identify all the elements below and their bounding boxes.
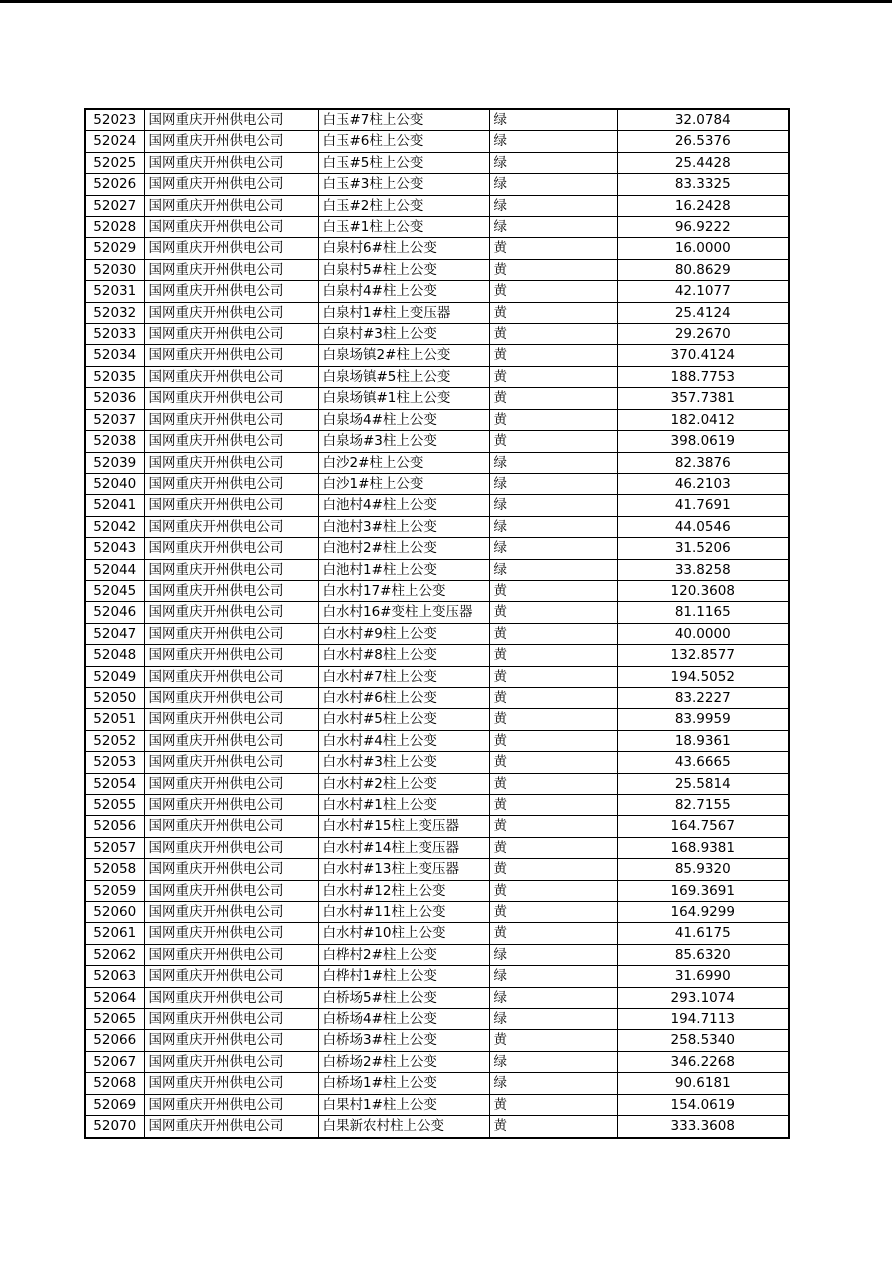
table-row xyxy=(85,131,789,152)
cell-status-color: 绿 xyxy=(489,1009,617,1030)
table-row xyxy=(85,1051,789,1072)
cell-company-name: 国网重庆开州供电公司 xyxy=(144,1009,318,1030)
table-row xyxy=(85,923,789,944)
cell-device-name: 白桥场4#柱上公变 xyxy=(318,1009,489,1030)
cell-company-name: 国网重庆开州供电公司 xyxy=(144,902,318,923)
cell-company-name: 国网重庆开州供电公司 xyxy=(144,773,318,794)
cell-company-name: 国网重庆开州供电公司 xyxy=(144,452,318,473)
cell-serial-number: 52048 xyxy=(85,645,144,666)
cell-value: 154.0619 xyxy=(617,1094,789,1115)
table-row xyxy=(85,174,789,195)
cell-company-name: 国网重庆开州供电公司 xyxy=(144,859,318,880)
table-row xyxy=(85,1030,789,1051)
cell-value: 26.5376 xyxy=(617,131,789,152)
cell-serial-number: 52064 xyxy=(85,987,144,1008)
cell-status-color: 黄 xyxy=(489,409,617,430)
cell-serial-number: 52032 xyxy=(85,302,144,323)
cell-value: 29.2670 xyxy=(617,324,789,345)
data-table xyxy=(84,108,790,1139)
table-row xyxy=(85,1009,789,1030)
table-row xyxy=(85,902,789,923)
cell-device-name: 白水村#2柱上公变 xyxy=(318,773,489,794)
cell-serial-number: 52030 xyxy=(85,259,144,280)
cell-device-name: 白水村#15柱上变压器 xyxy=(318,816,489,837)
cell-serial-number: 52033 xyxy=(85,324,144,345)
cell-value: 370.4124 xyxy=(617,345,789,366)
cell-company-name: 国网重庆开州供电公司 xyxy=(144,559,318,580)
cell-status-color: 绿 xyxy=(489,473,617,494)
cell-device-name: 白水村17#柱上公变 xyxy=(318,580,489,601)
table-row xyxy=(85,580,789,601)
cell-value: 32.0784 xyxy=(617,109,789,131)
cell-status-color: 黄 xyxy=(489,902,617,923)
cell-company-name: 国网重庆开州供电公司 xyxy=(144,516,318,537)
cell-serial-number: 52024 xyxy=(85,131,144,152)
cell-company-name: 国网重庆开州供电公司 xyxy=(144,324,318,345)
cell-device-name: 白玉#1柱上公变 xyxy=(318,217,489,238)
cell-serial-number: 52057 xyxy=(85,837,144,858)
cell-device-name: 白泉村4#柱上公变 xyxy=(318,281,489,302)
cell-status-color: 黄 xyxy=(489,366,617,387)
cell-company-name: 国网重庆开州供电公司 xyxy=(144,837,318,858)
cell-serial-number: 52070 xyxy=(85,1116,144,1138)
cell-serial-number: 52055 xyxy=(85,795,144,816)
table-row xyxy=(85,259,789,280)
cell-company-name: 国网重庆开州供电公司 xyxy=(144,709,318,730)
table-row xyxy=(85,752,789,773)
cell-status-color: 绿 xyxy=(489,452,617,473)
cell-device-name: 白果村1#柱上公变 xyxy=(318,1094,489,1115)
cell-device-name: 白泉村1#柱上变压器 xyxy=(318,302,489,323)
cell-device-name: 白水村#1柱上公变 xyxy=(318,795,489,816)
cell-serial-number: 52040 xyxy=(85,473,144,494)
cell-value: 31.5206 xyxy=(617,538,789,559)
cell-device-name: 白水村#9柱上公变 xyxy=(318,623,489,644)
cell-device-name: 白水村#7柱上公变 xyxy=(318,666,489,687)
cell-device-name: 白果新农村柱上公变 xyxy=(318,1116,489,1138)
cell-device-name: 白水村#14柱上变压器 xyxy=(318,837,489,858)
cell-status-color: 黄 xyxy=(489,752,617,773)
cell-value: 357.7381 xyxy=(617,388,789,409)
cell-company-name: 国网重庆开州供电公司 xyxy=(144,816,318,837)
cell-status-color: 绿 xyxy=(489,131,617,152)
cell-device-name: 白池村1#柱上公变 xyxy=(318,559,489,580)
cell-value: 164.9299 xyxy=(617,902,789,923)
cell-value: 33.8258 xyxy=(617,559,789,580)
cell-value: 25.4124 xyxy=(617,302,789,323)
cell-status-color: 黄 xyxy=(489,238,617,259)
table-row xyxy=(85,302,789,323)
table-row xyxy=(85,217,789,238)
cell-value: 18.9361 xyxy=(617,730,789,751)
cell-value: 16.0000 xyxy=(617,238,789,259)
table-row xyxy=(85,709,789,730)
cell-company-name: 国网重庆开州供电公司 xyxy=(144,1073,318,1094)
table-row xyxy=(85,452,789,473)
table-row xyxy=(85,730,789,751)
cell-company-name: 国网重庆开州供电公司 xyxy=(144,495,318,516)
cell-company-name: 国网重庆开州供电公司 xyxy=(144,259,318,280)
cell-value: 85.6320 xyxy=(617,944,789,965)
cell-value: 83.2227 xyxy=(617,687,789,708)
cell-company-name: 国网重庆开州供电公司 xyxy=(144,645,318,666)
cell-device-name: 白水村#10柱上公变 xyxy=(318,923,489,944)
cell-device-name: 白泉村#3柱上公变 xyxy=(318,324,489,345)
cell-value: 80.8629 xyxy=(617,259,789,280)
cell-device-name: 白水村#6柱上公变 xyxy=(318,687,489,708)
table-row xyxy=(85,966,789,987)
table-row xyxy=(85,944,789,965)
table-row xyxy=(85,431,789,452)
cell-company-name: 国网重庆开州供电公司 xyxy=(144,217,318,238)
cell-serial-number: 52059 xyxy=(85,880,144,901)
cell-company-name: 国网重庆开州供电公司 xyxy=(144,473,318,494)
table-body xyxy=(85,109,789,1138)
cell-value: 90.6181 xyxy=(617,1073,789,1094)
cell-company-name: 国网重庆开州供电公司 xyxy=(144,580,318,601)
cell-serial-number: 52050 xyxy=(85,687,144,708)
cell-serial-number: 52060 xyxy=(85,902,144,923)
cell-serial-number: 52063 xyxy=(85,966,144,987)
cell-status-color: 绿 xyxy=(489,966,617,987)
cell-value: 41.7691 xyxy=(617,495,789,516)
cell-value: 182.0412 xyxy=(617,409,789,430)
cell-company-name: 国网重庆开州供电公司 xyxy=(144,795,318,816)
cell-value: 132.8577 xyxy=(617,645,789,666)
cell-value: 168.9381 xyxy=(617,837,789,858)
table-row xyxy=(85,987,789,1008)
cell-value: 164.7567 xyxy=(617,816,789,837)
cell-company-name: 国网重庆开州供电公司 xyxy=(144,345,318,366)
cell-device-name: 白泉场镇2#柱上公变 xyxy=(318,345,489,366)
cell-status-color: 绿 xyxy=(489,559,617,580)
cell-serial-number: 52045 xyxy=(85,580,144,601)
cell-company-name: 国网重庆开州供电公司 xyxy=(144,666,318,687)
cell-serial-number: 52052 xyxy=(85,730,144,751)
cell-status-color: 黄 xyxy=(489,602,617,623)
cell-company-name: 国网重庆开州供电公司 xyxy=(144,195,318,216)
cell-value: 83.9959 xyxy=(617,709,789,730)
table-row xyxy=(85,837,789,858)
cell-company-name: 国网重庆开州供电公司 xyxy=(144,131,318,152)
cell-serial-number: 52031 xyxy=(85,281,144,302)
cell-device-name: 白玉#2柱上公变 xyxy=(318,195,489,216)
table-row xyxy=(85,1094,789,1115)
cell-status-color: 黄 xyxy=(489,666,617,687)
cell-value: 81.1165 xyxy=(617,602,789,623)
cell-value: 42.1077 xyxy=(617,281,789,302)
table-row xyxy=(85,195,789,216)
cell-device-name: 白玉#3柱上公变 xyxy=(318,174,489,195)
cell-status-color: 绿 xyxy=(489,538,617,559)
cell-company-name: 国网重庆开州供电公司 xyxy=(144,388,318,409)
cell-device-name: 白泉场镇#1柱上公变 xyxy=(318,388,489,409)
cell-company-name: 国网重庆开州供电公司 xyxy=(144,366,318,387)
cell-status-color: 黄 xyxy=(489,281,617,302)
table-row xyxy=(85,859,789,880)
cell-value: 40.0000 xyxy=(617,623,789,644)
cell-company-name: 国网重庆开州供电公司 xyxy=(144,987,318,1008)
cell-value: 25.5814 xyxy=(617,773,789,794)
cell-device-name: 白泉村6#柱上公变 xyxy=(318,238,489,259)
cell-serial-number: 52066 xyxy=(85,1030,144,1051)
cell-device-name: 白水村16#变柱上变压器 xyxy=(318,602,489,623)
cell-serial-number: 52023 xyxy=(85,109,144,131)
cell-device-name: 白桥场1#柱上公变 xyxy=(318,1073,489,1094)
cell-serial-number: 52038 xyxy=(85,431,144,452)
cell-serial-number: 52035 xyxy=(85,366,144,387)
cell-status-color: 绿 xyxy=(489,987,617,1008)
cell-company-name: 国网重庆开州供电公司 xyxy=(144,1094,318,1115)
cell-company-name: 国网重庆开州供电公司 xyxy=(144,152,318,173)
cell-company-name: 国网重庆开州供电公司 xyxy=(144,538,318,559)
cell-company-name: 国网重庆开州供电公司 xyxy=(144,752,318,773)
cell-value: 16.2428 xyxy=(617,195,789,216)
cell-status-color: 黄 xyxy=(489,773,617,794)
cell-value: 46.2103 xyxy=(617,473,789,494)
cell-serial-number: 52051 xyxy=(85,709,144,730)
cell-serial-number: 52029 xyxy=(85,238,144,259)
cell-serial-number: 52054 xyxy=(85,773,144,794)
cell-status-color: 黄 xyxy=(489,345,617,366)
cell-company-name: 国网重庆开州供电公司 xyxy=(144,730,318,751)
cell-company-name: 国网重庆开州供电公司 xyxy=(144,623,318,644)
cell-status-color: 黄 xyxy=(489,645,617,666)
cell-value: 169.3691 xyxy=(617,880,789,901)
table-row xyxy=(85,880,789,901)
cell-device-name: 白水村#5柱上公变 xyxy=(318,709,489,730)
table-row xyxy=(85,409,789,430)
table-row xyxy=(85,1073,789,1094)
cell-status-color: 绿 xyxy=(489,1051,617,1072)
table-row xyxy=(85,109,789,131)
table-row xyxy=(85,281,789,302)
cell-status-color: 黄 xyxy=(489,259,617,280)
cell-company-name: 国网重庆开州供电公司 xyxy=(144,1030,318,1051)
table-row xyxy=(85,388,789,409)
cell-value: 82.7155 xyxy=(617,795,789,816)
table-row xyxy=(85,795,789,816)
cell-value: 82.3876 xyxy=(617,452,789,473)
cell-device-name: 白桦村2#柱上公变 xyxy=(318,944,489,965)
table-row xyxy=(85,559,789,580)
table-row xyxy=(85,538,789,559)
cell-company-name: 国网重庆开州供电公司 xyxy=(144,281,318,302)
cell-status-color: 黄 xyxy=(489,816,617,837)
table-row xyxy=(85,495,789,516)
cell-company-name: 国网重庆开州供电公司 xyxy=(144,431,318,452)
cell-device-name: 白池村4#柱上公变 xyxy=(318,495,489,516)
cell-status-color: 黄 xyxy=(489,1094,617,1115)
cell-device-name: 白玉#7柱上公变 xyxy=(318,109,489,131)
cell-company-name: 国网重庆开州供电公司 xyxy=(144,302,318,323)
cell-value: 293.1074 xyxy=(617,987,789,1008)
cell-status-color: 绿 xyxy=(489,944,617,965)
cell-value: 188.7753 xyxy=(617,366,789,387)
cell-status-color: 黄 xyxy=(489,388,617,409)
cell-serial-number: 52044 xyxy=(85,559,144,580)
cell-device-name: 白水村#4柱上公变 xyxy=(318,730,489,751)
cell-company-name: 国网重庆开州供电公司 xyxy=(144,1116,318,1138)
cell-device-name: 白水村#8柱上公变 xyxy=(318,645,489,666)
cell-status-color: 黄 xyxy=(489,687,617,708)
table-row xyxy=(85,366,789,387)
cell-serial-number: 52068 xyxy=(85,1073,144,1094)
cell-value: 346.2268 xyxy=(617,1051,789,1072)
cell-value: 333.3608 xyxy=(617,1116,789,1138)
cell-value: 85.9320 xyxy=(617,859,789,880)
cell-company-name: 国网重庆开州供电公司 xyxy=(144,409,318,430)
cell-serial-number: 52025 xyxy=(85,152,144,173)
cell-status-color: 黄 xyxy=(489,623,617,644)
cell-company-name: 国网重庆开州供电公司 xyxy=(144,944,318,965)
cell-serial-number: 52034 xyxy=(85,345,144,366)
cell-serial-number: 52027 xyxy=(85,195,144,216)
page-top-border xyxy=(0,0,892,3)
cell-value: 83.3325 xyxy=(617,174,789,195)
cell-device-name: 白水村#12柱上公变 xyxy=(318,880,489,901)
cell-status-color: 绿 xyxy=(489,152,617,173)
cell-status-color: 绿 xyxy=(489,174,617,195)
cell-device-name: 白玉#6柱上公变 xyxy=(318,131,489,152)
cell-serial-number: 52065 xyxy=(85,1009,144,1030)
cell-device-name: 白泉村5#柱上公变 xyxy=(318,259,489,280)
cell-device-name: 白水村#13柱上变压器 xyxy=(318,859,489,880)
cell-value: 25.4428 xyxy=(617,152,789,173)
table-row xyxy=(85,645,789,666)
cell-status-color: 绿 xyxy=(489,195,617,216)
cell-company-name: 国网重庆开州供电公司 xyxy=(144,109,318,131)
cell-company-name: 国网重庆开州供电公司 xyxy=(144,687,318,708)
cell-value: 398.0619 xyxy=(617,431,789,452)
cell-serial-number: 52047 xyxy=(85,623,144,644)
cell-serial-number: 52049 xyxy=(85,666,144,687)
cell-serial-number: 52028 xyxy=(85,217,144,238)
cell-serial-number: 52061 xyxy=(85,923,144,944)
cell-status-color: 黄 xyxy=(489,923,617,944)
cell-device-name: 白桥场5#柱上公变 xyxy=(318,987,489,1008)
cell-company-name: 国网重庆开州供电公司 xyxy=(144,923,318,944)
cell-serial-number: 52026 xyxy=(85,174,144,195)
cell-company-name: 国网重庆开州供电公司 xyxy=(144,238,318,259)
cell-value: 258.5340 xyxy=(617,1030,789,1051)
table-row xyxy=(85,473,789,494)
cell-status-color: 黄 xyxy=(489,709,617,730)
cell-serial-number: 52039 xyxy=(85,452,144,473)
cell-serial-number: 52053 xyxy=(85,752,144,773)
cell-status-color: 黄 xyxy=(489,730,617,751)
cell-status-color: 黄 xyxy=(489,837,617,858)
cell-device-name: 白泉场镇#5柱上公变 xyxy=(318,366,489,387)
table-row xyxy=(85,816,789,837)
cell-status-color: 黄 xyxy=(489,880,617,901)
cell-serial-number: 52042 xyxy=(85,516,144,537)
cell-serial-number: 52041 xyxy=(85,495,144,516)
cell-status-color: 黄 xyxy=(489,1116,617,1138)
cell-value: 96.9222 xyxy=(617,217,789,238)
cell-device-name: 白水村#11柱上公变 xyxy=(318,902,489,923)
cell-company-name: 国网重庆开州供电公司 xyxy=(144,174,318,195)
cell-serial-number: 52058 xyxy=(85,859,144,880)
cell-value: 44.0546 xyxy=(617,516,789,537)
table-row xyxy=(85,345,789,366)
cell-status-color: 绿 xyxy=(489,217,617,238)
cell-status-color: 绿 xyxy=(489,109,617,131)
cell-device-name: 白泉场#3柱上公变 xyxy=(318,431,489,452)
cell-value: 31.6990 xyxy=(617,966,789,987)
cell-company-name: 国网重庆开州供电公司 xyxy=(144,966,318,987)
cell-device-name: 白沙1#柱上公变 xyxy=(318,473,489,494)
table-row xyxy=(85,666,789,687)
cell-serial-number: 52037 xyxy=(85,409,144,430)
cell-company-name: 国网重庆开州供电公司 xyxy=(144,1051,318,1072)
cell-company-name: 国网重庆开州供电公司 xyxy=(144,880,318,901)
cell-value: 120.3608 xyxy=(617,580,789,601)
cell-serial-number: 52067 xyxy=(85,1051,144,1072)
cell-status-color: 黄 xyxy=(489,302,617,323)
cell-value: 194.5052 xyxy=(617,666,789,687)
cell-serial-number: 52056 xyxy=(85,816,144,837)
cell-status-color: 绿 xyxy=(489,516,617,537)
cell-serial-number: 52046 xyxy=(85,602,144,623)
cell-status-color: 绿 xyxy=(489,1073,617,1094)
table-row xyxy=(85,773,789,794)
cell-company-name: 国网重庆开州供电公司 xyxy=(144,602,318,623)
cell-serial-number: 52043 xyxy=(85,538,144,559)
cell-device-name: 白泉场4#柱上公变 xyxy=(318,409,489,430)
cell-status-color: 绿 xyxy=(489,495,617,516)
table-row xyxy=(85,238,789,259)
cell-device-name: 白沙2#柱上公变 xyxy=(318,452,489,473)
cell-device-name: 白池村3#柱上公变 xyxy=(318,516,489,537)
table-row xyxy=(85,623,789,644)
table-row xyxy=(85,324,789,345)
cell-serial-number: 52069 xyxy=(85,1094,144,1115)
cell-device-name: 白玉#5柱上公变 xyxy=(318,152,489,173)
table-row xyxy=(85,1116,789,1138)
table-row xyxy=(85,602,789,623)
cell-status-color: 黄 xyxy=(489,324,617,345)
cell-serial-number: 52036 xyxy=(85,388,144,409)
cell-value: 41.6175 xyxy=(617,923,789,944)
cell-status-color: 黄 xyxy=(489,859,617,880)
table-row xyxy=(85,516,789,537)
cell-status-color: 黄 xyxy=(489,580,617,601)
table-row xyxy=(85,152,789,173)
cell-serial-number: 52062 xyxy=(85,944,144,965)
table-row xyxy=(85,687,789,708)
cell-value: 43.6665 xyxy=(617,752,789,773)
cell-device-name: 白水村#3柱上公变 xyxy=(318,752,489,773)
cell-status-color: 黄 xyxy=(489,795,617,816)
cell-status-color: 黄 xyxy=(489,431,617,452)
cell-status-color: 黄 xyxy=(489,1030,617,1051)
cell-device-name: 白桥场3#柱上公变 xyxy=(318,1030,489,1051)
cell-value: 194.7113 xyxy=(617,1009,789,1030)
cell-device-name: 白桥场2#柱上公变 xyxy=(318,1051,489,1072)
cell-device-name: 白桦村1#柱上公变 xyxy=(318,966,489,987)
cell-device-name: 白池村2#柱上公变 xyxy=(318,538,489,559)
